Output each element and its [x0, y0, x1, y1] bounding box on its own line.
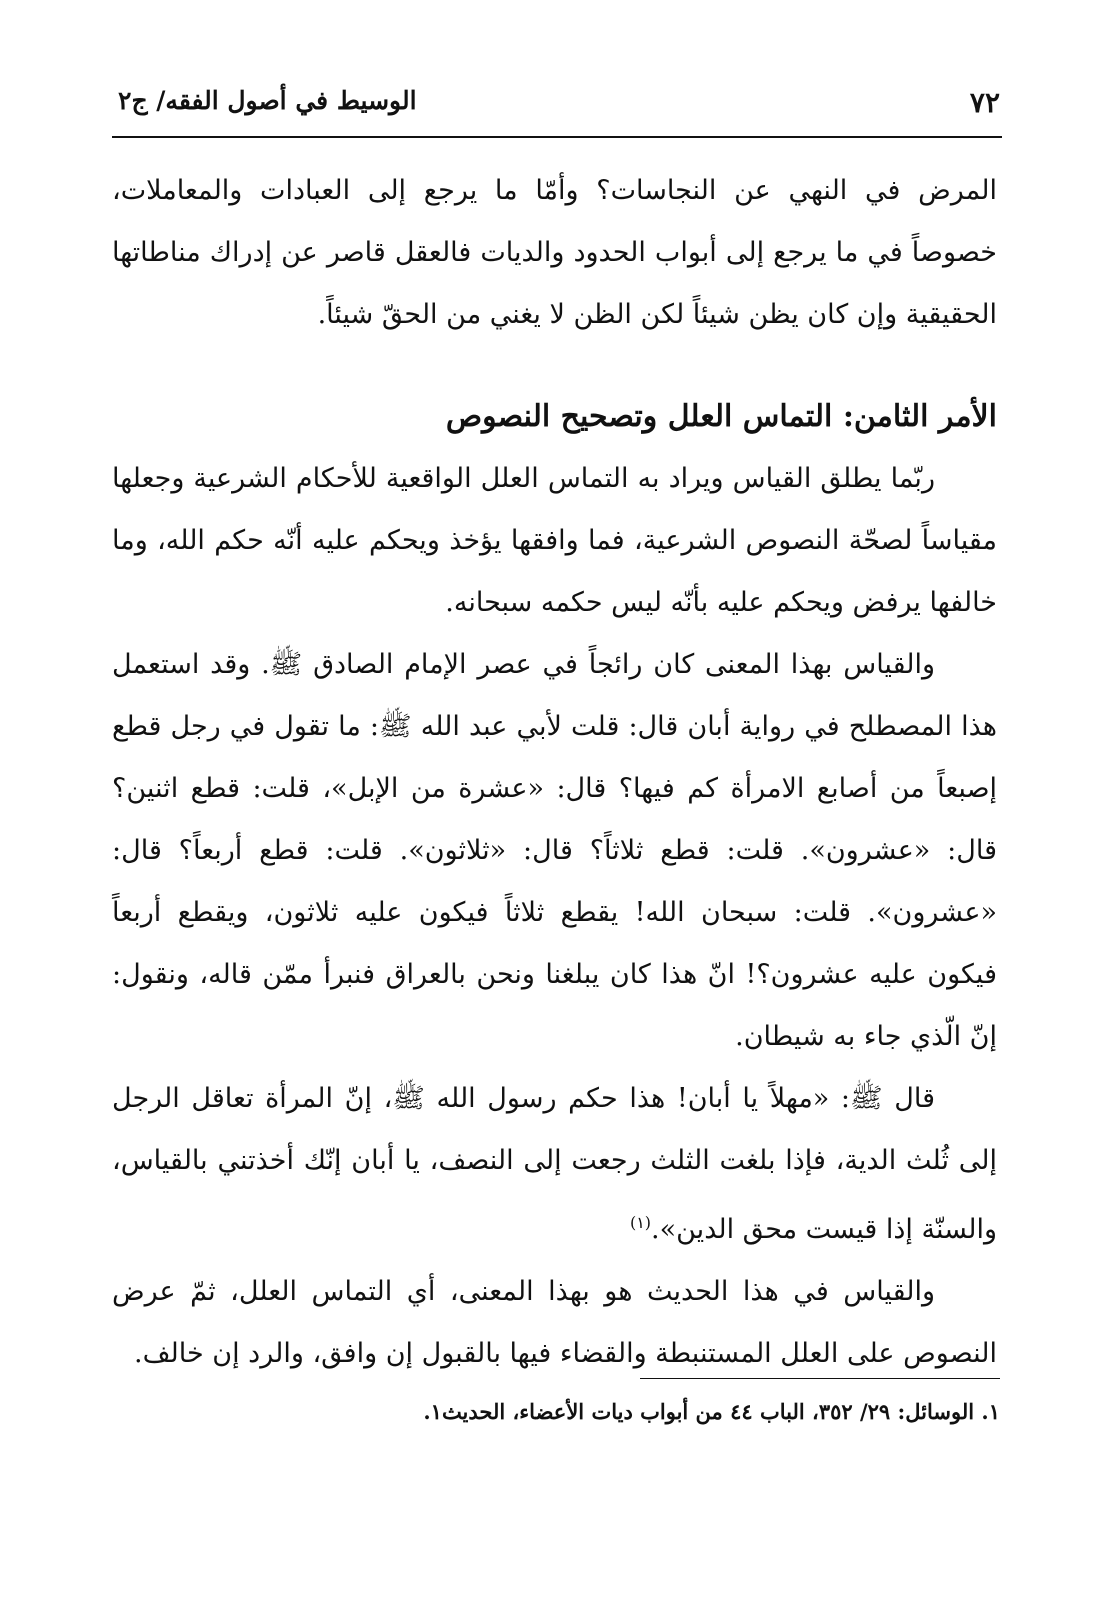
main-text	[112, 160, 997, 1385]
paragraph-continuation: المرض في النهي عن النجاسات؟ وأمّا ما يرجع إلى العبادات والمعاملات، خصوصاً في ما يرجع إلى أبواب الحدود والديات فالعقل قاصر عن إدراك مناطاتها الحقيقية وإن كان يظن شيئاً لكن الظن لا يغني من الحقّ شيئاً.	[112, 175, 997, 330]
paragraph-1: ربّما يطلق القياس ويراد به التماس العلل الواقعية للأحكام الشرعية وجعلها مقياساً لصحّة النصوص الشرعية، فما وافقها يؤخذ ويحكم عليه أنّه حكم الله، وما خالفها يرفض ويحكم عليه بأنّه ليس حكمه سبحانه.	[112, 463, 997, 618]
running-title: الوسيط في أصول الفقه/ ج٢	[118, 86, 417, 115]
footnote: ١. الوسائل: ٢٩/ ٣٥٢، الباب ٤٤ من أبواب ديات الأعضاء، الحديث١.	[423, 1399, 1000, 1424]
page-header	[118, 80, 1000, 128]
footnote-marker[interactable]: (١)	[629, 1213, 652, 1232]
section-heading: الأمر الثامن: التماس العلل وتصحيح النصوص	[445, 399, 997, 434]
paragraph-4: والقياس في هذا الحديث هو بهذا المعنى، أي التماس العلل، ثمّ عرض النصوص على العلل المستنبطة والقضاء فيها بالقبول إن وافق، والرد إن خالف.	[112, 1276, 997, 1369]
page-number: ٧٢	[969, 86, 1000, 119]
footnote-divider	[640, 1378, 1000, 1379]
paragraph-3	[112, 1068, 997, 1261]
header-divider	[112, 136, 1002, 138]
paragraph-2: والقياس بهذا المعنى كان رائجاً في عصر الإمام الصادق ﷺ. وقد استعمل هذا المصطلح في رواية أبان قال: قلت لأبي عبد الله ﷺ: ما تقول في رجل قطع إصبعاً من أصابع الامرأة كم فيها؟ قال: «عشرة من الإبل»، قلت: قطع اثنين؟ قال: «عشرون». قلت: قطع ثلاثاً؟ قال: «ثلاثون». قلت: قطع أربعاً؟ قال: «عشرون». قلت: سبحان الله! يقطع ثلاثاً فيكون عليه ثلاثون، ويقطع أربعاً فيكون عليه عشرون؟! انّ هذا كان يبلغنا ونحن بالعراق فنبرأ ممّن قاله، ونقول: إنّ الّذي جاء به شيطان.	[112, 649, 997, 1052]
paragraph-3-text: قال ﷺ: «مهلاً يا أبان! هذا حكم رسول الله ﷺ، إنّ المرأة تعاقل الرجل إلى ثُلث الدية، فإذا بلغت الثلث رجعت إلى النصف، يا أبان إنّك أخذتني بالقياس، والسنّة إذا قيست محق الدين».	[112, 1083, 997, 1245]
